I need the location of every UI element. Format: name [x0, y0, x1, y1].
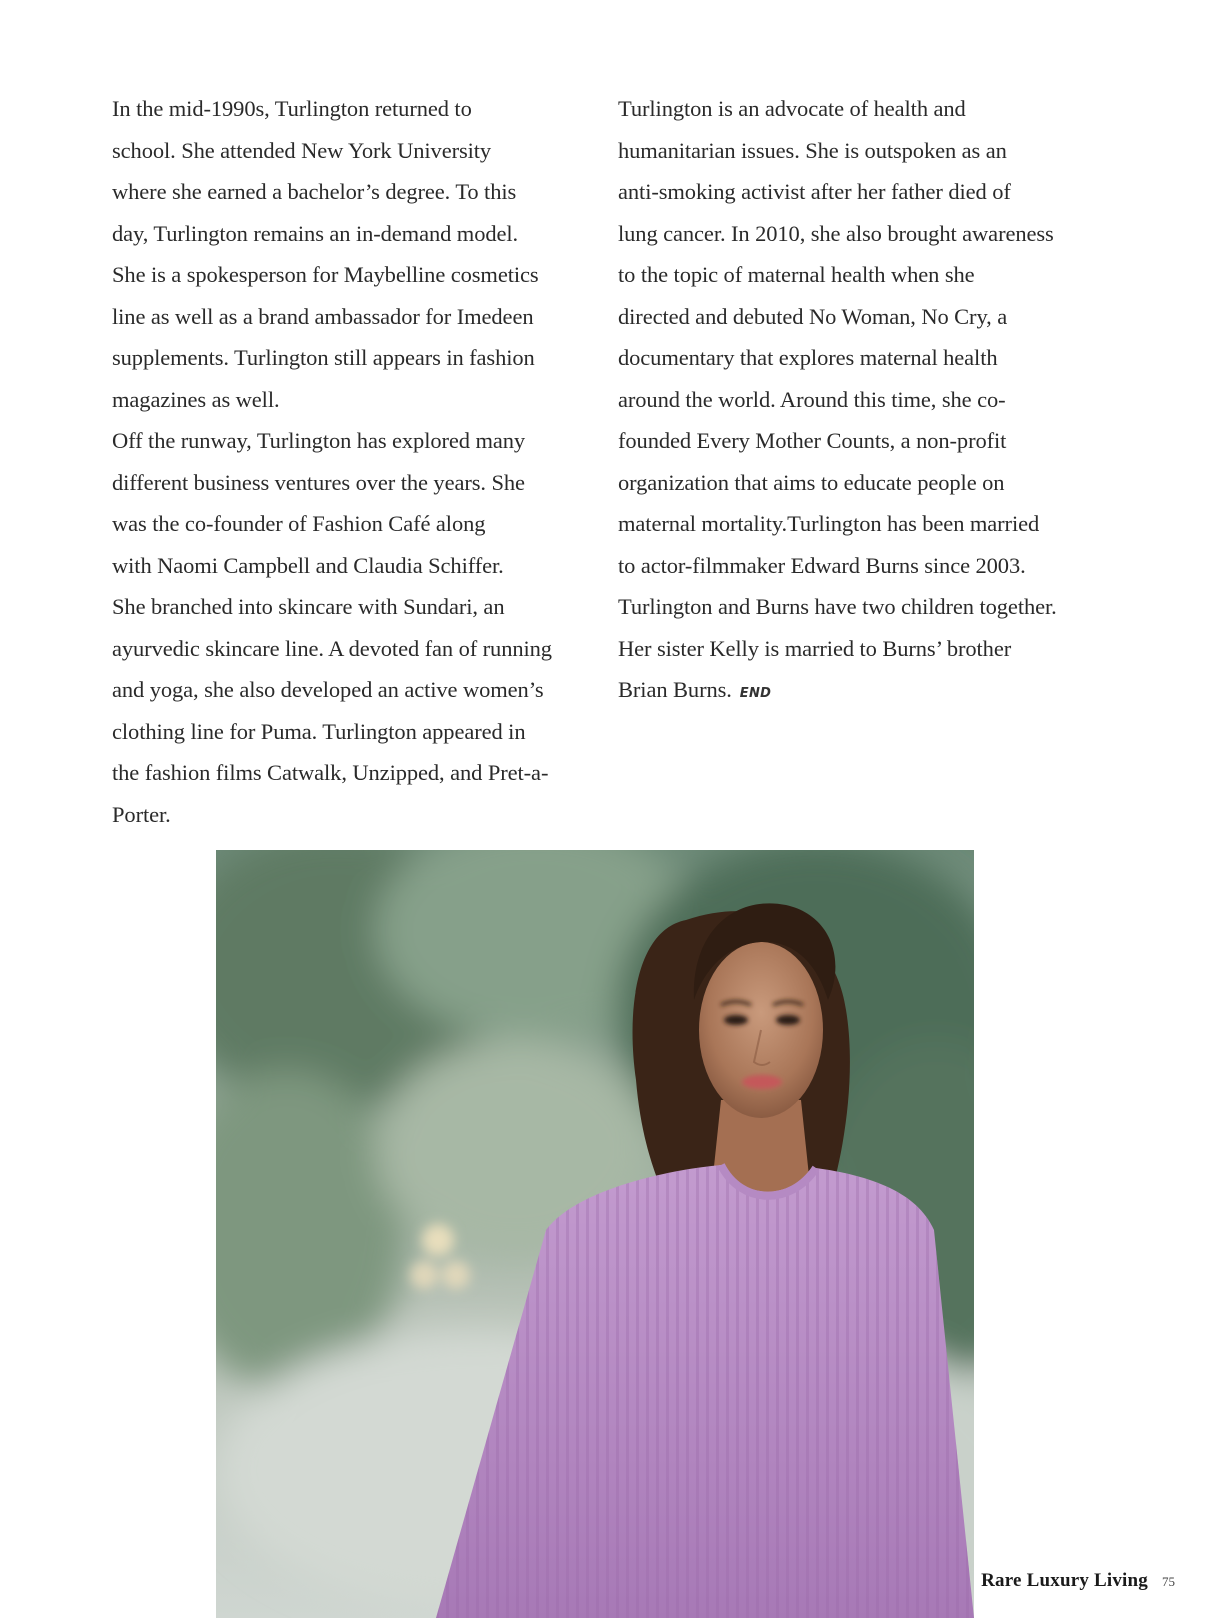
text-line: to the topic of maternal health when she — [618, 262, 975, 287]
text-line: with Naomi Campbell and Claudia Schiffer. — [112, 552, 504, 578]
text-line: Her sister Kelly is married to Burns’ brother — [618, 635, 1012, 661]
text-line: day, Turlington remains an in-demand model. — [112, 220, 519, 246]
text-line: Brian Burns. — [618, 677, 732, 702]
text-line: where she earned a bachelor’s degree. To this — [112, 179, 517, 204]
text-line: different business ventures over the years. She — [112, 469, 525, 495]
text-line: magazines as well. — [112, 386, 280, 412]
text-line: school. She attended New York University — [112, 137, 492, 163]
text-line: Turlington is an advocate of health and — [618, 96, 966, 121]
magazine-name: Rare Luxury Living — [981, 1570, 1148, 1591]
text-line: and yoga, she also developed an active women’s — [112, 677, 544, 702]
text-line: to actor-filmmaker Edward Burns since 2003. — [618, 552, 1026, 578]
end-mark: END — [739, 686, 772, 701]
text-line: founded Every Mother Counts, a non-profit — [618, 428, 1007, 453]
text-line: around the world. Around this time, she co- — [618, 386, 1006, 412]
text-line: the fashion films Catwalk, Unzipped, and Pret-a- — [112, 760, 549, 785]
text-line: ayurvedic skincare line. A devoted fan of running — [112, 635, 552, 661]
text-line: clothing line for Puma. Turlington appeared in — [112, 718, 526, 744]
text-line: documentary that explores maternal health — [618, 345, 998, 370]
text-line: organization that aims to educate people on — [618, 469, 1005, 495]
text-line: Turlington and Burns have two children together. — [618, 594, 1057, 619]
text-line: directed and debuted No Woman, No Cry, a — [618, 303, 1008, 329]
text-line: Porter. — [112, 801, 171, 827]
text-line: She is a spokesperson for Maybelline cosmetics — [112, 262, 539, 287]
portrait-photo — [216, 850, 974, 1618]
last-text-line — [618, 669, 1138, 715]
article-column-left — [112, 88, 612, 835]
text-line: In the mid-1990s, Turlington returned to — [112, 96, 472, 121]
text-line: supplements. Turlington still appears in fashion — [112, 345, 535, 370]
text-line: was the co-founder of Fashion Café along — [112, 511, 486, 536]
portrait-illustration — [216, 850, 974, 1618]
page-footer — [981, 1570, 1175, 1592]
text-line: She branched into skincare with Sundari, an — [112, 594, 505, 619]
text-line: anti-smoking activist after her father died of — [618, 179, 1011, 204]
text-line: lung cancer. In 2010, she also brought awareness — [618, 220, 1054, 246]
text-line: maternal mortality.Turlington has been married — [618, 511, 1040, 536]
article-column-right — [618, 88, 1138, 715]
text-line: humanitarian issues. She is outspoken as an — [618, 137, 1007, 163]
text-line: line as well as a brand ambassador for Imedeen — [112, 303, 534, 329]
page-number: 75 — [1162, 1574, 1175, 1589]
text-line: Off the runway, Turlington has explored many — [112, 428, 526, 453]
